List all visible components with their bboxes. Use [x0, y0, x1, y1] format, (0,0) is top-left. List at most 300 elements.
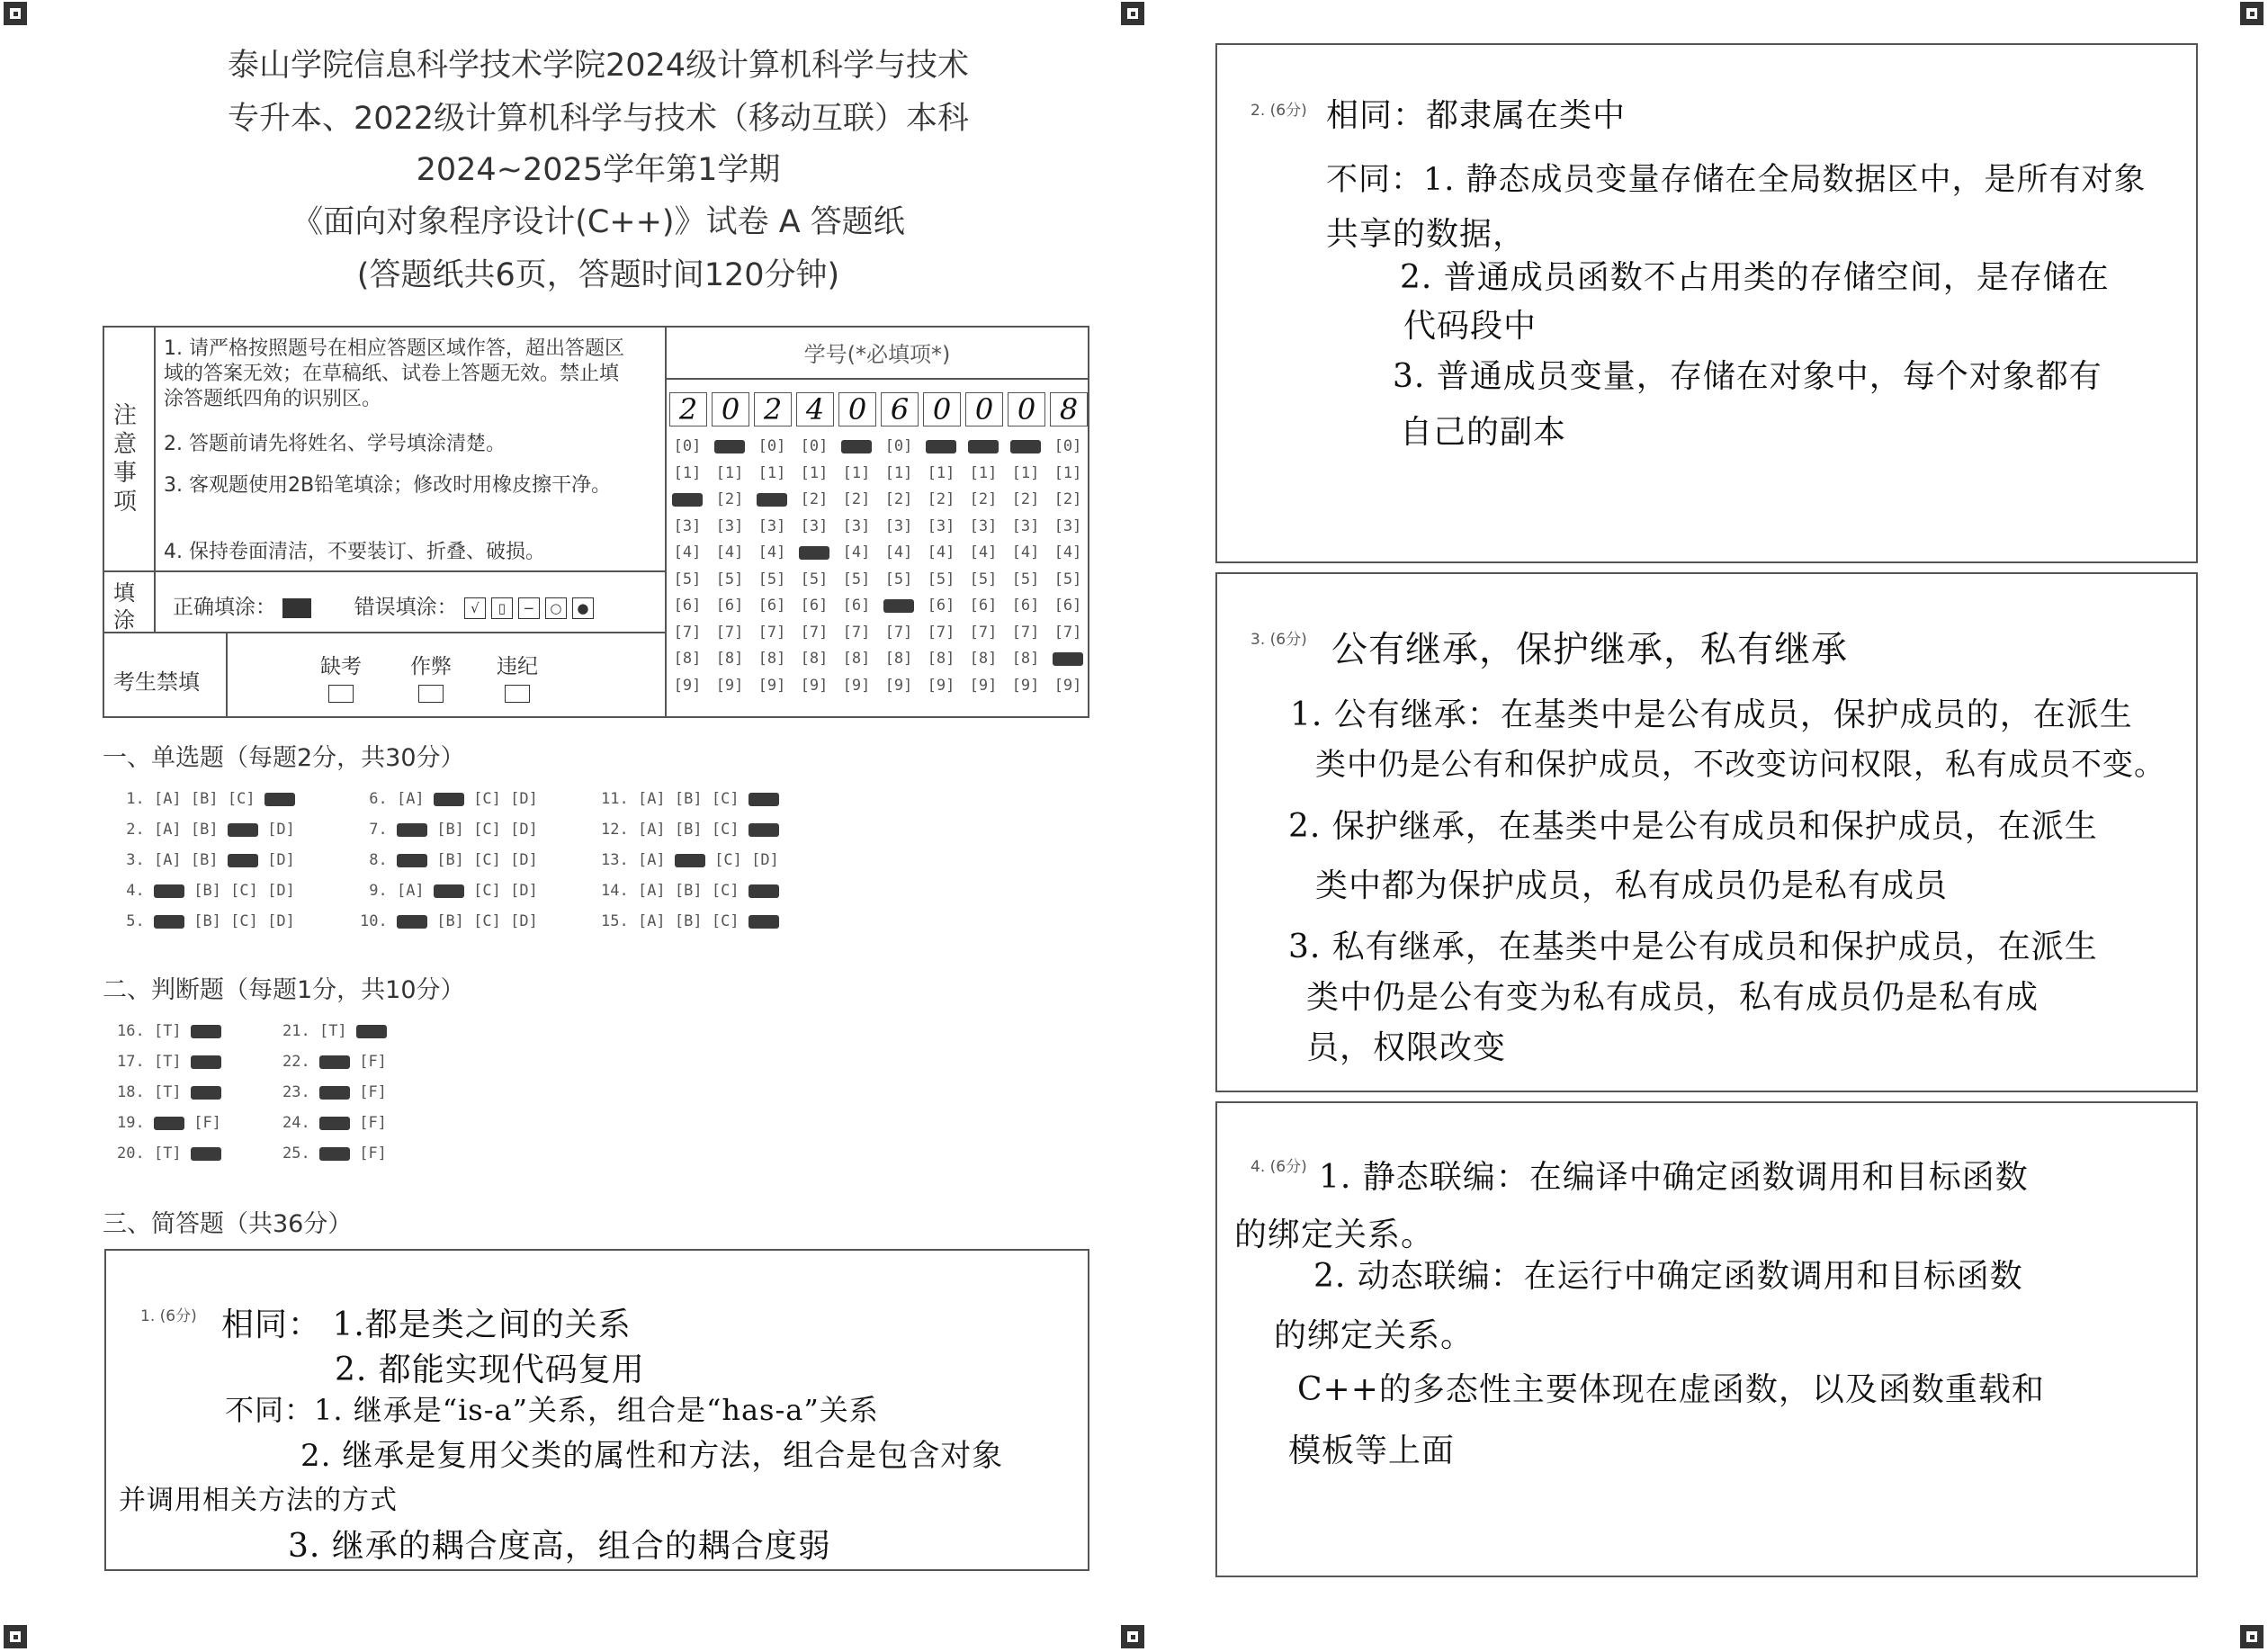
mc-option[interactable]: [B]	[436, 821, 464, 839]
id-bubble[interactable]: [7]	[927, 623, 955, 642]
id-bubble[interactable]: [6]	[800, 597, 829, 615]
mc-option[interactable]: [C]	[473, 821, 501, 839]
mc-option-filled[interactable]	[154, 915, 184, 929]
id-bubble[interactable]: [3]	[800, 516, 829, 535]
id-bubble[interactable]: [2]	[927, 490, 955, 508]
id-bubble[interactable]: [5]	[1011, 570, 1040, 588]
q3-line: 类中仍是公有和保护成员，不改变访问权限，私有成员不变。	[1315, 747, 2165, 783]
tf-question-number: 16.	[117, 1022, 154, 1040]
divider	[154, 326, 156, 632]
mc-option-filled[interactable]	[264, 793, 295, 806]
tf-option-filled[interactable]	[356, 1025, 387, 1038]
notice-item-2: 2. 答题前请先将姓名、学号填涂清楚。	[164, 433, 506, 455]
mc-option-filled[interactable]	[228, 823, 258, 837]
id-bubble[interactable]: [3]	[673, 516, 702, 535]
id-bubble[interactable]: [3]	[927, 516, 955, 535]
mc-option-filled[interactable]	[749, 823, 779, 837]
mc-option[interactable]: [D]	[267, 882, 295, 900]
id-bubble[interactable]: [5]	[800, 570, 829, 588]
student-id-digit: 6	[881, 392, 919, 426]
q4-line: C++的多态性主要体现在虚函数，以及函数重载和	[1297, 1371, 2045, 1408]
mc-option[interactable]: [C]	[711, 821, 740, 839]
forbid-violation	[497, 650, 538, 703]
id-bubble[interactable]: [9]	[1053, 676, 1082, 695]
q3-line: 员，权限改变	[1306, 1029, 1507, 1066]
tf-option[interactable]: [F]	[359, 1053, 387, 1071]
tf-question-row	[282, 1114, 396, 1132]
mc-question-number: 6.	[360, 790, 397, 808]
id-bubble-filled[interactable]	[968, 440, 999, 453]
id-bubble[interactable]: [5]	[1053, 570, 1082, 588]
id-bubble[interactable]: [2]	[1011, 490, 1040, 508]
id-bubble-filled[interactable]	[714, 440, 745, 453]
id-bubble[interactable]: [5]	[757, 570, 786, 588]
id-bubble[interactable]: [5]	[969, 570, 998, 588]
q2-line: 2. 普通成员函数不占用类的存储空间，是存储在	[1400, 259, 2110, 296]
id-bubble[interactable]: [7]	[715, 623, 744, 642]
tf-question-number: 19.	[117, 1114, 154, 1132]
mc-option[interactable]: [C]	[714, 851, 742, 869]
id-bubble[interactable]: [1]	[800, 463, 829, 482]
q3-line: 公有继承，保护继承，私有继承	[1331, 629, 1848, 670]
section3-title: 三、简答题（共36分）	[103, 1210, 353, 1238]
mc-option[interactable]: [A]	[637, 821, 666, 839]
mc-question-row	[601, 821, 788, 839]
corner-marker-bottom-right	[2240, 1625, 2264, 1648]
id-bubble[interactable]: [1]	[884, 463, 913, 482]
id-bubble[interactable]: [5]	[884, 570, 913, 588]
mc-option[interactable]: [D]	[751, 851, 779, 869]
id-bubble-filled[interactable]	[757, 493, 787, 507]
id-bubble[interactable]: [0]	[800, 437, 829, 455]
mc-question-row	[117, 790, 304, 808]
notice-item-1: 1. 请严格按照题号在相应答题区域作答，超出答题区域的答案无效；在草稿纸、试卷上答题无效。禁止填涂答题纸四角的识别区。	[164, 337, 624, 410]
id-bubble[interactable]: [9]	[1011, 676, 1040, 695]
id-bubble[interactable]: [9]	[927, 676, 955, 695]
mc-question-number: 4.	[117, 882, 154, 900]
id-bubble[interactable]: [2]	[884, 490, 913, 508]
correct-fill-mark	[282, 598, 311, 618]
id-bubble[interactable]: [3]	[757, 516, 786, 535]
corner-marker-bottom-middle	[1121, 1625, 1144, 1648]
mc-question-row	[117, 912, 304, 930]
id-bubble[interactable]: [7]	[884, 623, 913, 642]
student-id-digit: 0	[1008, 392, 1045, 426]
id-bubble[interactable]: [7]	[969, 623, 998, 642]
mc-option[interactable]: [C]	[711, 912, 740, 930]
wrong-fill-dash: −	[518, 597, 540, 619]
mc-question-row	[601, 790, 788, 808]
id-bubble[interactable]: [2]	[842, 490, 871, 508]
id-bubble-filled[interactable]	[883, 599, 914, 613]
id-bubble[interactable]: [6]	[927, 597, 955, 615]
id-bubble[interactable]: [8]	[969, 650, 998, 668]
student-id-digit: 2	[669, 392, 707, 426]
tf-option[interactable]: [T]	[153, 1145, 182, 1163]
mc-question-row	[117, 882, 304, 900]
id-bubble[interactable]: [2]	[1053, 490, 1082, 508]
id-bubble-filled[interactable]	[926, 440, 956, 453]
mc-option[interactable]: [A]	[396, 882, 425, 900]
id-bubble[interactable]: [1]	[757, 463, 786, 482]
id-bubble[interactable]: [9]	[673, 676, 702, 695]
notice-item-4: 4. 保持卷面清洁，不要装订、折叠、破损。	[164, 541, 545, 563]
id-bubble[interactable]: [1]	[969, 463, 998, 482]
tf-question-number: 18.	[117, 1083, 154, 1101]
divider	[226, 632, 228, 718]
header-line-2: 专升本、2022级计算机科学与技术（移动互联）本科	[227, 101, 970, 137]
id-bubble[interactable]: [1]	[927, 463, 955, 482]
mc-option[interactable]: [C]	[230, 882, 258, 900]
mc-option[interactable]: [B]	[674, 821, 703, 839]
forbid-cheat-box	[418, 685, 444, 703]
mc-option[interactable]: [C]	[473, 790, 501, 808]
student-id-digit: 8	[1050, 392, 1088, 426]
mc-option[interactable]: [C]	[473, 851, 501, 869]
tf-question-number: 25.	[282, 1145, 319, 1163]
mc-question-number: 3.	[117, 851, 154, 869]
q1-line: 不同：1. 继承是“is-a”关系，组合是“has-a”关系	[225, 1393, 879, 1427]
forbid-violation-label: 违纪	[497, 655, 538, 678]
mc-option[interactable]: [B]	[436, 851, 464, 869]
mc-option[interactable]: [C]	[230, 912, 258, 930]
tf-question-number: 24.	[282, 1114, 319, 1132]
mc-question-row	[117, 821, 304, 839]
mc-option[interactable]: [D]	[510, 912, 538, 930]
id-bubble[interactable]: [8]	[1011, 650, 1040, 668]
id-bubble[interactable]: [4]	[1011, 543, 1040, 561]
id-bubble[interactable]: [3]	[969, 516, 998, 535]
mc-question-row	[117, 851, 304, 869]
mc-question-number: 12.	[601, 821, 638, 839]
id-bubble-filled[interactable]	[672, 493, 703, 507]
mc-option[interactable]: [C]	[711, 790, 740, 808]
mc-option-filled[interactable]	[154, 884, 184, 898]
mc-option[interactable]: [D]	[267, 821, 295, 839]
id-bubble-filled[interactable]	[799, 546, 829, 560]
tf-question-row	[282, 1083, 396, 1101]
q2-line: 3. 普通成员变量，存储在对象中，每个对象都有	[1393, 358, 2102, 395]
id-bubble[interactable]: [4]	[884, 543, 913, 561]
id-bubble[interactable]: [6]	[969, 597, 998, 615]
id-bubble[interactable]: [5]	[673, 570, 702, 588]
q1-line: 相同： 1.都是类之间的关系	[221, 1306, 632, 1343]
tf-question-row	[117, 1022, 230, 1040]
tf-question-row	[117, 1114, 230, 1132]
id-bubble[interactable]: [6]	[842, 597, 871, 615]
id-bubble[interactable]: [7]	[757, 623, 786, 642]
mc-option[interactable]: [A]	[637, 912, 666, 930]
q1-line: 3. 继承的耦合度高，组合的耦合度弱	[288, 1528, 831, 1565]
mc-option[interactable]: [A]	[396, 790, 425, 808]
id-bubble[interactable]: [8]	[715, 650, 744, 668]
q1-line: 2. 继承是复用父类的属性和方法，组合是包含对象	[300, 1438, 1004, 1474]
tf-question-number: 22.	[282, 1053, 319, 1071]
mc-question-row	[360, 790, 547, 808]
id-bubble[interactable]: [4]	[1053, 543, 1082, 561]
forbid-absent-label: 缺考	[320, 655, 362, 678]
tf-question-row	[282, 1053, 396, 1071]
id-bubble[interactable]: [4]	[842, 543, 871, 561]
mc-question-number: 7.	[360, 821, 397, 839]
mc-option[interactable]: [D]	[267, 851, 295, 869]
mc-option-filled[interactable]	[434, 793, 464, 806]
mc-option-filled[interactable]	[397, 823, 427, 837]
student-id-digit: 0	[923, 392, 961, 426]
id-bubble[interactable]: [8]	[757, 650, 786, 668]
mc-option[interactable]: [A]	[637, 790, 666, 808]
id-bubble[interactable]: [1]	[715, 463, 744, 482]
id-bubble[interactable]: [1]	[842, 463, 871, 482]
id-bubble[interactable]: [9]	[969, 676, 998, 695]
mc-question-row	[360, 912, 547, 930]
tf-option-filled[interactable]	[319, 1147, 350, 1161]
mc-option[interactable]: [C]	[473, 882, 501, 900]
q4-line: 2. 动态联编：在运行中确定函数调用和目标函数	[1313, 1258, 2023, 1295]
id-bubble[interactable]: [4]	[757, 543, 786, 561]
q3-line: 2. 保护继承，在基类中是公有成员和保护成员，在派生	[1288, 808, 2098, 845]
q3-number: 3. (6分)	[1251, 631, 1307, 649]
wrong-fill-label: 错误填涂：	[354, 596, 458, 619]
mc-question-row	[601, 882, 788, 900]
mc-option[interactable]: [D]	[267, 912, 295, 930]
tf-option-filled[interactable]	[319, 1055, 350, 1069]
tf-option-filled[interactable]	[319, 1086, 350, 1100]
q3-line: 类中仍是公有变为私有成员，私有成员仍是私有成	[1306, 979, 2039, 1016]
id-bubble[interactable]: [3]	[884, 516, 913, 535]
id-bubble-filled[interactable]	[1010, 440, 1041, 453]
tf-question-number: 21.	[282, 1022, 319, 1040]
mc-option[interactable]: [B]	[436, 912, 464, 930]
mc-question-number: 8.	[360, 851, 397, 869]
mc-option[interactable]: [D]	[510, 882, 538, 900]
id-bubble-filled[interactable]	[841, 440, 872, 453]
tf-option-filled[interactable]	[191, 1086, 221, 1100]
forbid-cheat	[410, 650, 452, 703]
mc-option[interactable]: [C]	[227, 790, 255, 808]
mc-option[interactable]: [B]	[674, 912, 703, 930]
mc-option[interactable]: [D]	[510, 821, 538, 839]
id-bubble[interactable]: [0]	[673, 437, 702, 455]
mc-option-filled[interactable]	[434, 884, 464, 898]
id-bubble[interactable]: [8]	[884, 650, 913, 668]
header-line-3: 2024~2025学年第1学期	[416, 152, 781, 188]
forbid-absent	[320, 650, 362, 703]
divider	[665, 326, 667, 718]
corner-marker-top-left	[4, 2, 27, 25]
mc-question-number: 13.	[601, 851, 638, 869]
id-bubble[interactable]: [2]	[800, 490, 829, 508]
id-bubble[interactable]: [9]	[757, 676, 786, 695]
mc-option[interactable]: [B]	[190, 851, 219, 869]
forbid-violation-box	[505, 685, 530, 703]
tf-option-filled[interactable]	[154, 1117, 184, 1130]
id-bubble[interactable]: [0]	[757, 437, 786, 455]
mc-option[interactable]: [A]	[153, 851, 182, 869]
id-bubble[interactable]: [7]	[1053, 623, 1082, 642]
mc-option[interactable]: [D]	[510, 851, 538, 869]
id-bubble[interactable]: [5]	[715, 570, 744, 588]
id-bubble[interactable]: [6]	[1011, 597, 1040, 615]
id-bubble[interactable]: [7]	[800, 623, 829, 642]
notice-label: 注意事项	[113, 402, 138, 516]
id-bubble[interactable]: [6]	[1053, 597, 1082, 615]
tf-option[interactable]: [T]	[153, 1083, 182, 1101]
id-bubble[interactable]: [0]	[1053, 437, 1082, 455]
id-bubble[interactable]: [7]	[673, 623, 702, 642]
id-bubble[interactable]: [7]	[842, 623, 871, 642]
mc-option[interactable]: [A]	[153, 790, 182, 808]
student-id-digit: 2	[754, 392, 792, 426]
id-bubble[interactable]: [3]	[715, 516, 744, 535]
wrong-fill-circle: ○	[545, 597, 567, 619]
q4-number: 4. (6分)	[1251, 1158, 1307, 1176]
section1-title: 一、单选题（每题2分，共30分）	[103, 744, 465, 772]
id-bubble[interactable]: [7]	[1011, 623, 1040, 642]
mc-option[interactable]: [A]	[637, 882, 666, 900]
mc-option[interactable]: [D]	[510, 790, 538, 808]
id-bubble[interactable]: [3]	[1053, 516, 1082, 535]
mc-option[interactable]: [A]	[153, 821, 182, 839]
id-bubble[interactable]: [4]	[927, 543, 955, 561]
mc-option[interactable]: [C]	[711, 882, 740, 900]
id-bubble[interactable]: [6]	[715, 597, 744, 615]
student-id-label: 学号(*必填项*)	[803, 342, 951, 367]
mc-option-filled[interactable]	[675, 854, 705, 867]
id-bubble[interactable]: [8]	[842, 650, 871, 668]
tf-question-row	[282, 1022, 396, 1040]
id-bubble[interactable]: [5]	[842, 570, 871, 588]
id-bubble[interactable]: [1]	[1011, 463, 1040, 482]
id-bubble[interactable]: [3]	[1011, 516, 1040, 535]
mc-question-row	[360, 882, 547, 900]
tf-option[interactable]: [T]	[153, 1053, 182, 1071]
mc-question-number: 10.	[360, 912, 397, 930]
forbid-cheat-label: 作弊	[410, 655, 452, 678]
corner-marker-top-right	[2240, 2, 2264, 25]
q1-line: 并调用相关方法的方式	[119, 1485, 398, 1516]
mc-option[interactable]: [B]	[193, 882, 221, 900]
student-id-digit: 0	[712, 392, 749, 426]
tf-option[interactable]: [T]	[318, 1022, 347, 1040]
id-bubble-filled[interactable]	[1053, 652, 1083, 666]
mc-option[interactable]: [B]	[674, 790, 703, 808]
id-bubble[interactable]: [8]	[800, 650, 829, 668]
mc-option-filled[interactable]	[228, 854, 258, 867]
mc-question-number: 9.	[360, 882, 397, 900]
id-bubble[interactable]: [9]	[715, 676, 744, 695]
id-bubble[interactable]: [9]	[842, 676, 871, 695]
id-bubble[interactable]: [4]	[969, 543, 998, 561]
mc-option[interactable]: [B]	[193, 912, 221, 930]
id-bubble[interactable]: [3]	[842, 516, 871, 535]
q4-line: 1. 静态联编：在编译中确定函数调用和目标函数	[1319, 1159, 2029, 1196]
mc-question-number: 14.	[601, 882, 638, 900]
tf-option[interactable]: [F]	[359, 1145, 387, 1163]
id-bubble[interactable]: [0]	[884, 437, 913, 455]
section2-title: 二、判断题（每题1分，共10分）	[103, 976, 465, 1004]
corner-marker-top-middle	[1121, 2, 1144, 25]
forbid-label: 考生禁填	[113, 669, 200, 695]
student-id-digit: 0	[965, 392, 1003, 426]
fill-example	[173, 590, 599, 620]
tf-option[interactable]: [F]	[359, 1083, 387, 1101]
tf-option[interactable]: [T]	[153, 1022, 182, 1040]
id-bubble[interactable]: [6]	[757, 597, 786, 615]
mc-question-row	[601, 851, 788, 869]
tf-option-filled[interactable]	[191, 1055, 221, 1069]
mc-option-filled[interactable]	[397, 915, 427, 929]
q1-number: 1. (6分)	[140, 1307, 197, 1325]
mc-option-filled[interactable]	[749, 793, 779, 806]
q3-line: 1. 公有继承：在基类中是公有成员，保护成员的，在派生	[1290, 696, 2133, 733]
id-bubble[interactable]: [4]	[715, 543, 744, 561]
tf-option[interactable]: [F]	[359, 1114, 387, 1132]
mc-question-number: 15.	[601, 912, 638, 930]
mc-option-filled[interactable]	[749, 884, 779, 898]
mc-question-number: 5.	[117, 912, 154, 930]
id-bubble[interactable]: [1]	[1053, 463, 1082, 482]
tf-option-filled[interactable]	[319, 1117, 350, 1130]
q1-line: 2. 都能实现代码复用	[335, 1351, 645, 1388]
id-bubble[interactable]: [4]	[673, 543, 702, 561]
mc-question-number: 11.	[601, 790, 638, 808]
q2-line: 不同：1. 静态成员变量存储在全局数据区中，是所有对象	[1326, 162, 2147, 198]
wrong-fill-partial: ▯	[491, 597, 513, 619]
id-bubble[interactable]: [5]	[927, 570, 955, 588]
mc-question-row	[360, 821, 547, 839]
tf-question-number: 23.	[282, 1083, 319, 1101]
mc-option[interactable]: [B]	[190, 821, 219, 839]
mc-option[interactable]: [C]	[473, 912, 501, 930]
id-bubble[interactable]: [2]	[715, 490, 744, 508]
mc-option[interactable]: [B]	[674, 882, 703, 900]
mc-question-row	[601, 912, 788, 930]
tf-option[interactable]: [F]	[193, 1114, 221, 1132]
id-bubble[interactable]: [6]	[673, 597, 702, 615]
divider	[103, 632, 666, 633]
q4-line: 的绑定关系。	[1234, 1217, 1435, 1253]
id-bubble[interactable]: [1]	[673, 463, 702, 482]
tf-question-row	[282, 1145, 396, 1163]
id-bubble[interactable]: [8]	[927, 650, 955, 668]
tf-question-row	[117, 1083, 230, 1101]
mc-option-filled[interactable]	[749, 915, 779, 929]
divider	[103, 570, 666, 572]
mc-option[interactable]: [B]	[190, 790, 219, 808]
header-line-4: 《面向对象程序设计(C++)》试卷 A 答题纸	[291, 204, 905, 240]
student-id-digit: 4	[796, 392, 834, 426]
id-bubble[interactable]: [8]	[673, 650, 702, 668]
divider	[665, 378, 1089, 380]
tf-question-number: 20.	[117, 1145, 154, 1163]
q4-line: 模板等上面	[1288, 1432, 1456, 1469]
q2-number: 2. (6分)	[1251, 102, 1307, 120]
mc-option-filled[interactable]	[397, 854, 427, 867]
q2-line: 相同：都隶属在类中	[1326, 97, 1627, 134]
student-id-digit: 0	[838, 392, 876, 426]
tf-option-filled[interactable]	[191, 1147, 221, 1161]
mc-question-number: 1.	[117, 790, 154, 808]
id-bubble[interactable]: [2]	[969, 490, 998, 508]
tf-option-filled[interactable]	[191, 1025, 221, 1038]
id-bubble[interactable]: [9]	[800, 676, 829, 695]
id-bubble[interactable]: [9]	[884, 676, 913, 695]
q3-line: 3. 私有继承，在基类中是公有成员和保护成员，在派生	[1288, 929, 2098, 965]
q2-line: 共享的数据，	[1326, 216, 1527, 253]
mc-option[interactable]: [A]	[637, 851, 666, 869]
q2-line: 代码段中	[1403, 308, 1537, 345]
